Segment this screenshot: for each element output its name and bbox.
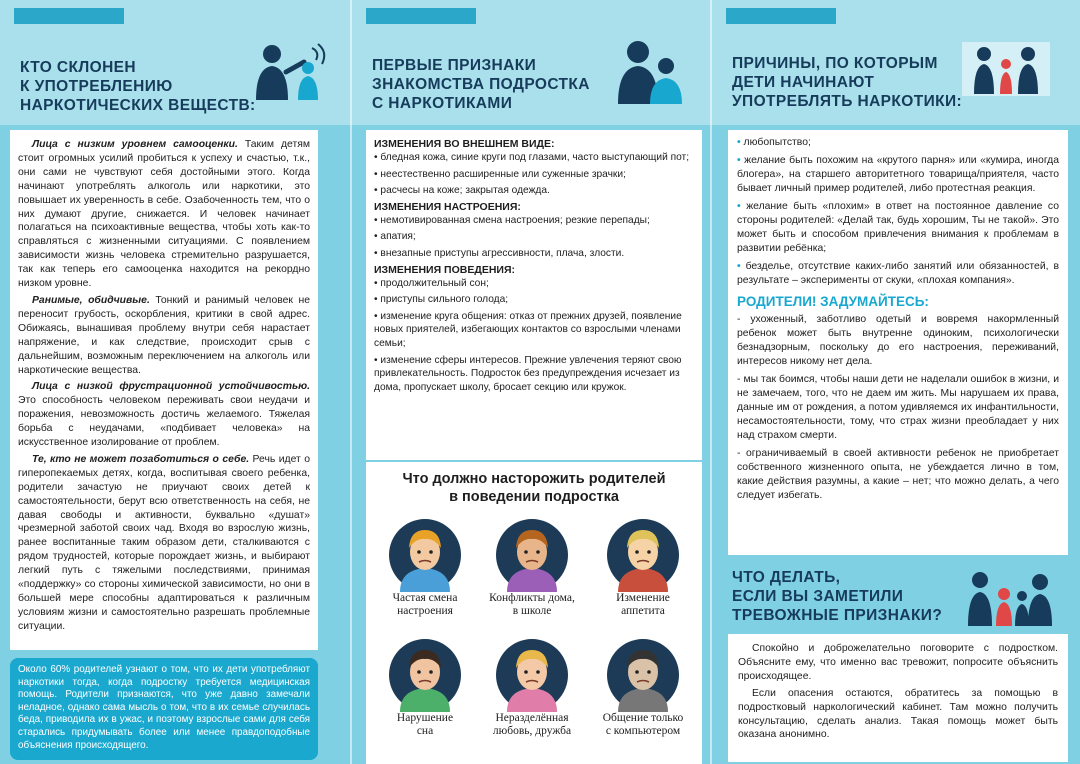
list-item: • изменение сферы интересов. Прежние увлечения теряют свою привлекательность. Подросток без предупреждения исчезает из дома, пропускает школу, бросает секцию или кружок. <box>374 354 694 395</box>
list-item: • апатия; <box>374 230 694 244</box>
teen-face-icon <box>495 518 569 592</box>
todo-title: ЧТО ДЕЛАТЬ, ЕСЛИ ВЫ ЗАМЕТИЛИ ТРЕВОЖНЫЕ ПРИЗНАКИ? <box>732 569 943 624</box>
parent-child-conflict-icon <box>242 40 332 104</box>
family-support-icon <box>960 560 1056 628</box>
warning-sign-item: Частая смена настроения <box>370 518 480 618</box>
reason-item: • желание быть похожим на «крутого парня» или «кумира, иногда блогера», на старшего авторитетного товарища/приятеля, часто бывает личный пример родителей, либо протестная реакция. <box>737 154 1059 196</box>
risk-paragraph: Те, кто не может позаботиться о себе. Речь идет о гиперопекаемых детях, когда, воспитывая своего ребенка, родители зачастую не приучают своих детей к самостоятельности, берут всю ответственность на себя, не давая свободы и активности, буквально «душат» чрезмерной заботой своих чад. Входя во взрослую жизнь, ранее воспитанные таким образом дети, сталкиваются с рядом трудностей, которые порождает жизнь, и выбирают легкий путь с тяжелыми последствиями, принимая «поддержку» со стороны химической зависимости, но они в большей мере способны адаптироваться к различным условиям жизни и самостоятельно разрешать проблемные ситуации. <box>18 453 310 632</box>
teen-face-icon <box>388 638 462 712</box>
teen-face-icon <box>606 638 680 712</box>
panel-reasons <box>712 0 1080 764</box>
reason-item: • безделье, отсутствие каких-либо занятий или обязанностей, в результате – эксперименты от скуки, «плохая компания». <box>737 260 1059 288</box>
warning-sign-item: Изменение аппетита <box>588 518 698 618</box>
teen-face-icon <box>388 518 462 592</box>
panel-title: ПЕРВЫЕ ПРИЗНАКИ ЗНАКОМСТВА ПОДРОСТКА С НАРКОТИКАМИ <box>372 57 590 112</box>
warning-sign-item: Нарушение сна <box>370 638 480 738</box>
reasons-text <box>728 130 1068 555</box>
list-item: • продолжительный сон; <box>374 277 694 291</box>
reason-item: • желание быть «плохим» в ответ на постоянное давление со стороны родителей: «Делай так, будь хорошим, Ты не такой». Это может быть и способом привлечения внимания к проблемам в развитии ребёнка; <box>737 200 1059 256</box>
section-heading: ИЗМЕНЕНИЯ ПОВЕДЕНИЯ: <box>374 263 516 276</box>
panel-title: ПРИЧИНЫ, ПО КОТОРЫМ ДЕТИ НАЧИНАЮТ УПОТРЕБЛЯТЬ НАРКОТИКИ: <box>732 55 963 110</box>
list-item: • бледная кожа, синие круги под глазами, часто выступающий пот; <box>374 151 694 165</box>
teen-face-icon <box>495 638 569 712</box>
panel-who-is-prone <box>0 0 352 764</box>
teen-face-icon <box>606 518 680 592</box>
list-item: • приступы сильного голода; <box>374 293 694 307</box>
section-heading: ИЗМЕНЕНИЯ ВО ВНЕШНЕМ ВИДЕ: <box>374 138 555 150</box>
warning-sign-item: Конфликты дома, в школе <box>477 518 587 618</box>
statistics-callout: Около 60% родителей узнают о том, что их дети употребляют наркотики тогда, когда подростку требуется медицинская помощь. Родители признаются, что уже давно замечали неладное, однако сама мысль о том, что в их семье случилась беда, приводила их в ужас, и поэтому взрослые сами для себя старались придумывать более или менее правдоподобные объяснения происходящего. <box>10 658 318 760</box>
warning-title: Что должно насторожить родителей в поведении подростка <box>402 471 666 505</box>
panel-title: КТО СКЛОНЕН К УПОТРЕБЛЕНИЮ НАРКОТИЧЕСКИХ ВЕЩЕСТВ: <box>20 59 256 114</box>
list-item: • расчесы на коже; закрытая одежда. <box>374 184 694 198</box>
parents-point: - мы так боимся, чтобы наши дети не наделали ошибок в жизни, и не замечаем, того, что не даем им жить. Мы нарушаем их права, данные им от рождения, а потом удивляемся их инфантильности, несамостоятельности, тому, что страх жизни преобладает у них над страхом смерти. <box>737 374 1059 441</box>
todo-paragraph: Если опасения остаются, обратитесь за помощью в подростковый наркологический кабинет. Там можно получить консультацию, сделать анализ. Такая помощь может быть оказана анонимно. <box>738 687 1058 741</box>
risk-groups-text <box>10 130 318 650</box>
warning-signs-section <box>366 462 702 764</box>
risk-paragraph: Лица с низким уровнем самооценки. Таким детям стоит огромных усилий пробиться к успеху и счастью, т.к., они сами не чувствуют себя достойными этого. Когда начинают употреблять алкоголь или наркотики, это повышает их уверенность в себе. Озабоченность тем, что о них думают другие, снижается. И человек начинает полагаться на психоактивные вещества, чтобы хоть как-то справляться с жизненными ситуациями. С появлением зависимости жизнь человека стремительно разрушается, так как теперь его самооценка находится на рекордно низком уровне. <box>18 139 310 290</box>
risk-paragraph: Лица с низкой фрустрационной устойчивостью. Это способность человеком переживать свои неудачи и поражения, невозможность достичь желаемого. Тяжелая борьба с неудачами, «подбивает человека» на искусственное изолирование от проблем. <box>18 381 310 449</box>
list-item: • немотивированная смена настроения; резкие перепады; <box>374 214 694 228</box>
todo-paragraph: Спокойно и доброжелательно поговорите с подростком. Объясните ему, что именно вас тревожит, попросите объяснить происходящее. <box>738 643 1058 682</box>
reason-item: • любопытство; <box>737 136 1059 150</box>
parent-teen-talk-icon <box>610 36 690 106</box>
family-icon <box>958 36 1054 98</box>
list-item: • внезапные приступы агрессивности, плача, злости. <box>374 247 694 261</box>
signs-list <box>366 130 702 460</box>
parents-point: - ухоженный, заботливо одетый и вовремя накормленный ребенок может быть внутренне одиноким, психологически безнадзорным, поскольку до его настроения, переживаний, интересов никому нет дела. <box>737 314 1059 367</box>
section-heading: ИЗМЕНЕНИЯ НАСТРОЕНИЯ: <box>374 200 521 213</box>
panel-first-signs <box>352 0 712 764</box>
warning-sign-item: Неразделённая любовь, дружба <box>477 638 587 738</box>
list-item: • неестественно расширенные или суженные зрачки; <box>374 168 694 182</box>
parents-heading: РОДИТЕЛИ! ЗАДУМАЙТЕСЬ: <box>737 294 929 309</box>
list-item: • изменение круга общения: отказ от прежних друзей, появление новых приятелей, избегающих контактов со взрослыми членами семьи; <box>374 310 694 351</box>
warning-sign-item: Общение только с компьютером <box>588 638 698 738</box>
risk-paragraph: Ранимые, обидчивые. Тонкий и ранимый человек не переносит грубость, оскорбления, критики в свой адрес. Обижаясь, вынашивая проблему внутри себя нарастает напряжение, и как следствие, происходит срыв с дальнейшим, возможным переключением на алкоголь или наркотические вещества. <box>18 294 310 376</box>
todo-text <box>728 634 1068 762</box>
parents-point: - ограничиваемый в своей активности ребенок не приобретает собственного жизненного опыта, не убеждается лично в том, какие действия разумны, а какие – нет; что можно делать, а чего следует избегать. <box>737 448 1059 501</box>
